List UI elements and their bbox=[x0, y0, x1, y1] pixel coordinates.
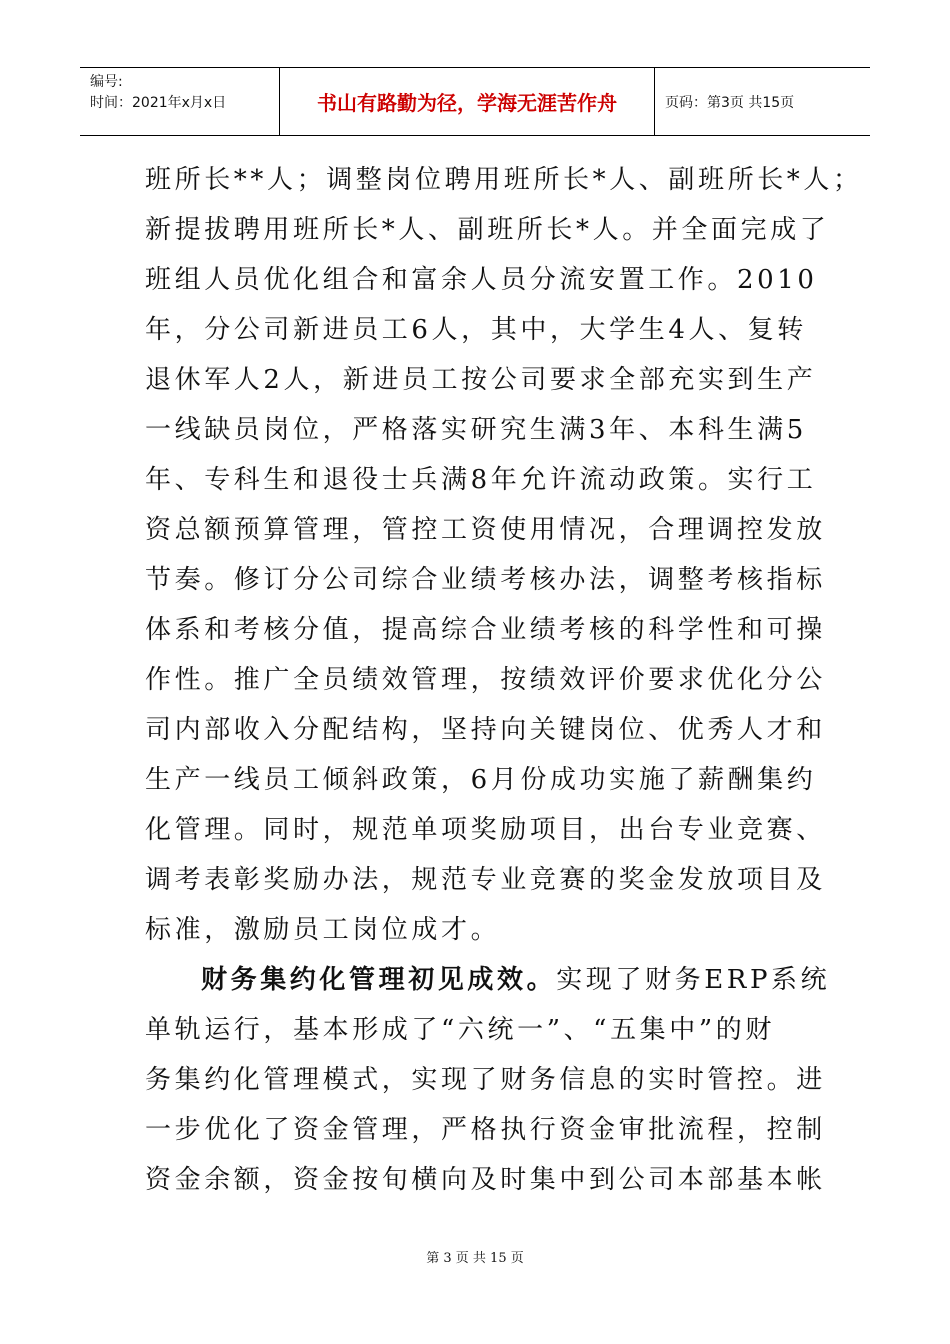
text-line: 年、专科生和退役士兵满8年允许流动政策。实行工 bbox=[145, 465, 817, 495]
text-line: 化管理。同时，规范单项奖励项目，出台专业竞赛、 bbox=[145, 815, 826, 845]
text-line: 班组人员优化组合和富余人员分流安置工作。2010 bbox=[145, 265, 818, 295]
text-line: 务集约化管理模式，实现了财务信息的实时管控。进 bbox=[145, 1065, 826, 1095]
text-line: 标准，激励员工岗位成才。 bbox=[145, 915, 501, 945]
text-line: 新提拔聘用班所长*人、副班所长*人。并全面完成了 bbox=[145, 215, 830, 245]
text-line: 司内部收入分配结构，坚持向关键岗位、优秀人才和 bbox=[145, 715, 826, 745]
paragraph-1 bbox=[145, 155, 863, 955]
header-meta bbox=[80, 68, 280, 135]
text-line: 节奏。修订分公司综合业绩考核办法，调整考核指标 bbox=[145, 565, 826, 595]
document-body bbox=[145, 155, 863, 1205]
page-header bbox=[80, 67, 870, 136]
text-line: 年，分公司新进员工6人，其中，大学生4人、复转 bbox=[145, 315, 807, 345]
text-line: 班所长**人；调整岗位聘用班所长*人、副班所长*人； bbox=[145, 165, 863, 195]
text-line: 调考表彰奖励办法，规范专业竞赛的奖金发放项目及 bbox=[145, 865, 826, 895]
paragraph-2 bbox=[145, 955, 831, 1205]
header-page-info bbox=[655, 68, 870, 135]
text-line: 资总额预算管理，管控工资使用情况，合理调控发放 bbox=[145, 515, 826, 545]
text-line: 退休军人2人，新进员工按公司要求全部充实到生产 bbox=[145, 365, 817, 395]
text-line: 单轨运行，基本形成了“六统一”、“五集中”的财 bbox=[145, 1015, 775, 1045]
document-number-label: 编号: bbox=[90, 74, 123, 90]
text-line: 一步优化了资金管理，严格执行资金审批流程，控制 bbox=[145, 1115, 826, 1145]
page-footer: 第 3 页 共 15 页 bbox=[426, 1251, 524, 1266]
text-line: 一线缺员岗位，严格落实研究生满3年、本科生满5 bbox=[145, 415, 807, 445]
text-line: 作性。推广全员绩效管理，按绩效评价要求优化分公 bbox=[145, 665, 826, 695]
text-line: 体系和考核分值，提高综合业绩考核的科学性和可操 bbox=[145, 615, 826, 645]
text-line: 资金余额，资金按旬横向及时集中到公司本部基本帐 bbox=[145, 1165, 826, 1195]
header-motto: 书山有路勤为径，学海无涯苦作舟 bbox=[280, 68, 655, 135]
document-time-label: 时间：2021年x月x日 bbox=[90, 95, 227, 111]
text-line: 生产一线员工倾斜政策，6月份成功实施了薪酬集约 bbox=[145, 765, 817, 795]
page-info-text: 页码：第3页 共15页 bbox=[665, 94, 795, 111]
paragraph-heading: 财务集约化管理初见成效。 bbox=[201, 965, 557, 995]
text-line-first bbox=[145, 955, 831, 1005]
heading-continuation: 实现了财务ERP系统 bbox=[556, 965, 831, 995]
